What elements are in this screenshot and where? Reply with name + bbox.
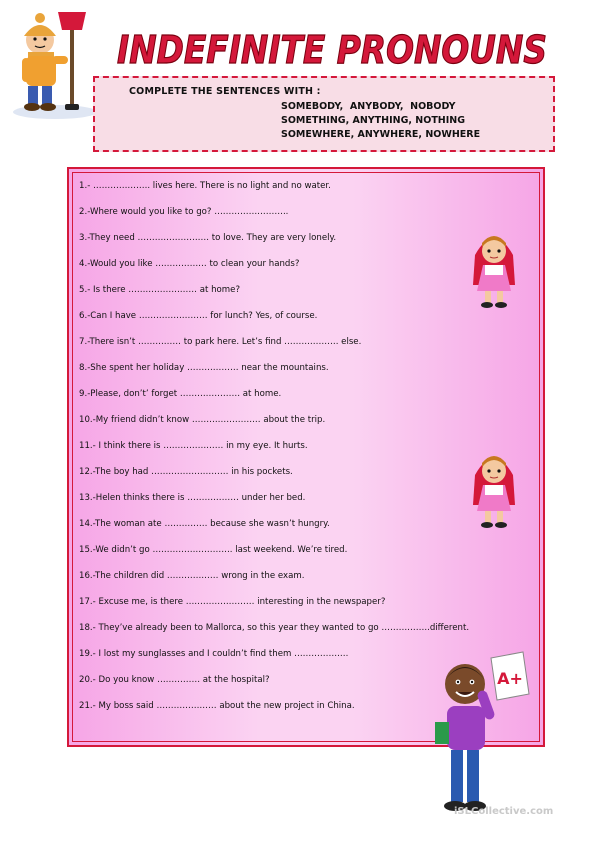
boy-with-grade-illustration	[425, 650, 535, 820]
svg-text:INDEFINITE PRONOUNS: INDEFINITE PRONOUNS	[117, 28, 547, 72]
sentence: 4.-Would you like ……………… to clean your hands?	[79, 259, 300, 269]
sentence: 15.-We didn’t go ………………………. last weekend. We’re tired.	[79, 545, 348, 555]
sentence: 7.-There isn’t …………… to park here. Let’s find ………………. else.	[79, 337, 362, 347]
sentence: 18.- They’ve already been to Mallorca, so this year they wanted to go ……………..different.	[79, 623, 470, 633]
page-title	[112, 22, 552, 72]
sentence: 17.- Excuse me, is there …………………… interesting in the newspaper?	[79, 597, 386, 607]
word-bank-line: SOMEWHERE, ANYWHERE, NOWHERE	[281, 129, 481, 140]
sentence: 3.-They need ……………………. to love. They are very lonely.	[79, 233, 337, 243]
sentence: 11.- I think there is ………………… in my eye. It hurts.	[79, 441, 308, 451]
word-bank-line: SOMEBODY, ANYBODY, NOBODY	[281, 101, 456, 112]
girl-doll-illustration	[465, 445, 523, 531]
word-bank-line: SOMETHING, ANYTHING, NOTHING	[281, 115, 466, 126]
sentence: 12.-The boy had ……………………… in his pockets.	[79, 467, 293, 477]
sentence: 10.-My friend didn’t know …………………… about the trip.	[79, 415, 326, 425]
sentence: 16.-The children did ……………… wrong in the exam.	[79, 571, 305, 581]
svg-text:A+: A+	[497, 669, 523, 688]
sentence: 19.- I lost my sunglasses and I couldn’t find them ……………….	[79, 649, 349, 659]
sentence: 6.-Can I have …………………… for lunch? Yes, of course.	[79, 311, 318, 321]
watermark: iSLCollective.com	[454, 806, 554, 817]
sentence: 1.- ……………….. lives here. There is no light and no water.	[79, 181, 331, 191]
instruction-label: COMPLETE THE SENTENCES WITH :	[129, 86, 321, 97]
sentence: 5.- Is there …………………… at home?	[79, 285, 241, 295]
girl-doll-illustration	[465, 225, 523, 311]
sentence: 9.-Please, don’t’ forget ………………… at home.	[79, 389, 282, 399]
sentence: 21.- My boss said ………………… about the new project in China.	[79, 701, 355, 711]
sentence: 8.-She spent her holiday ……………… near the mountains.	[79, 363, 329, 373]
sentence: 2.-Where would you like to go? ……………………..	[79, 207, 289, 217]
sentence: 20.- Do you know …………… at the hospital?	[79, 675, 270, 685]
instruction-box	[93, 76, 555, 152]
word-bank	[281, 100, 480, 142]
sentence: 13.-Helen thinks there is ……………… under her bed.	[79, 493, 306, 503]
sentence: 14.-The woman ate …………… because she wasn’t hungry.	[79, 519, 330, 529]
